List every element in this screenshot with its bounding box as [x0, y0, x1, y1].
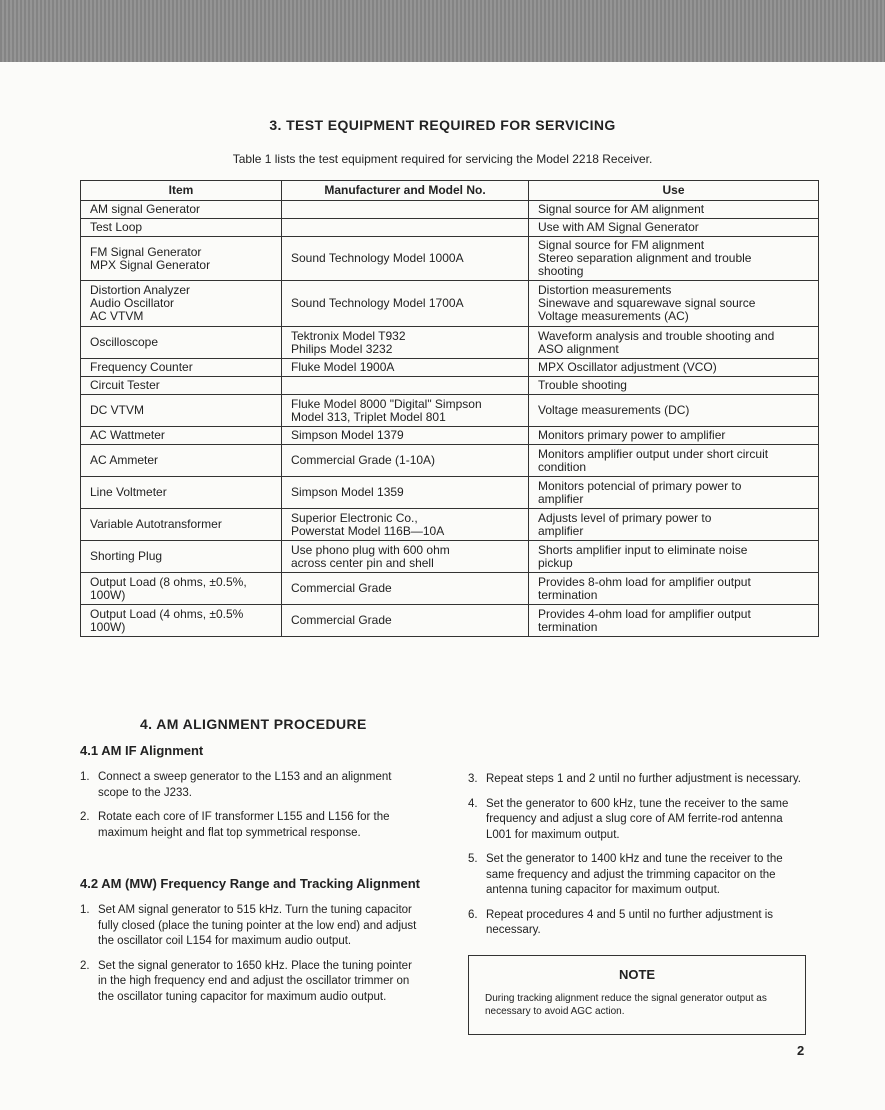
header-manufacturer: Manufacturer and Model No. — [282, 181, 529, 201]
note-title: NOTE — [618, 967, 656, 982]
cell-item: Output Load (8 ohms, ±0.5%, 100W) — [81, 573, 282, 605]
table-row — [81, 219, 819, 237]
cell-use: Signal source for AM alignment — [529, 201, 819, 219]
cell-item: Oscilloscope — [81, 327, 282, 359]
table-row — [81, 509, 819, 541]
table-row — [81, 327, 819, 359]
cell-manufacturer: Simpson Model 1359 — [282, 477, 529, 509]
step-text: Set the signal generator to 1650 kHz. Place the tuning pointer in the high frequency end and adjust the oscillator trimmer on the oscillator tuning capacitor for maximum audio output. — [98, 959, 412, 1003]
cell-manufacturer: Use phono plug with 600 ohm across center pin and shell — [282, 541, 529, 573]
header-item: Item — [81, 181, 282, 201]
step-number: 4. — [468, 797, 478, 810]
table-row — [81, 477, 819, 509]
cell-item: Shorting Plug — [81, 541, 282, 573]
cell-item: AC Wattmeter — [81, 427, 282, 445]
table-row — [81, 573, 819, 605]
cell-manufacturer — [282, 377, 529, 395]
cell-use: Use with AM Signal Generator — [529, 219, 819, 237]
cell-use: Monitors primary power to amplifier — [529, 427, 819, 445]
cell-use: Waveform analysis and trouble shooting and ASO alignment — [529, 327, 819, 359]
section-4-heading: 4. AM ALIGNMENT PROCEDURE — [140, 716, 367, 732]
cell-use: Trouble shooting — [529, 377, 819, 395]
list-item — [80, 959, 418, 1006]
cell-item: Line Voltmeter — [81, 477, 282, 509]
table-row — [81, 445, 819, 477]
cell-manufacturer: Sound Technology Model 1000A — [282, 237, 529, 281]
cell-use: Voltage measurements (DC) — [529, 395, 819, 427]
cell-manufacturer: Commercial Grade (1-10A) — [282, 445, 529, 477]
cell-use: Provides 8-ohm load for amplifier output termination — [529, 573, 819, 605]
step-number: 2. — [80, 959, 90, 972]
table-header-row — [81, 181, 819, 201]
step-text: Set the generator to 600 kHz, tune the receiver to the same frequency and adjust a slug core of AM ferrite-rod antenna L001 for maximum output. — [486, 797, 789, 841]
cell-item: Variable Autotransformer — [81, 509, 282, 541]
cell-manufacturer: Commercial Grade — [282, 573, 529, 605]
list-item — [80, 770, 418, 801]
cell-item: AC Ammeter — [81, 445, 282, 477]
step-text: Repeat steps 1 and 2 until no further adjustment is necessary. — [486, 773, 801, 785]
cell-item: DC VTVM — [81, 395, 282, 427]
cell-use: Provides 4-ohm load for amplifier output termination — [529, 605, 819, 637]
cell-use: Monitors amplifier output under short circuit condition — [529, 445, 819, 477]
step-text: Connect a sweep generator to the L153 and an alignment scope to the J233. — [98, 771, 392, 799]
step-number: 3. — [468, 773, 478, 785]
list-item — [468, 772, 808, 788]
test-equipment-table — [80, 180, 819, 637]
cell-item: Test Loop — [81, 219, 282, 237]
table-row — [81, 281, 819, 327]
step-number: 1. — [80, 904, 90, 916]
scanned-header-bar — [0, 0, 885, 62]
cell-manufacturer: Sound Technology Model 1700A — [282, 281, 529, 327]
step-text: Repeat procedures 4 and 5 until no further adjustment is necessary. — [486, 908, 774, 936]
table-row — [81, 605, 819, 637]
header-use: Use — [529, 181, 819, 201]
cell-use: Shorts amplifier input to eliminate noise pickup — [529, 541, 819, 573]
step-number: 2. — [80, 811, 90, 823]
section-3-heading: 3. TEST EQUIPMENT REQUIRED FOR SERVICING — [269, 117, 616, 133]
cell-item: AM signal Generator — [81, 201, 282, 219]
note-text: During tracking alignment reduce the signal generator output as necessary to avoid AGC action. — [485, 993, 767, 1017]
cell-item: Distortion Analyzer Audio Oscillator AC VTVM — [81, 281, 282, 327]
cell-item: Output Load (4 ohms, ±0.5% 100W) — [81, 605, 282, 637]
cell-use: Signal source for FM alignment Stereo separation alignment and trouble shooting — [529, 237, 819, 281]
cell-manufacturer: Tektronix Model T932 Philips Model 3232 — [282, 327, 529, 359]
cell-manufacturer: Superior Electronic Co., Powerstat Model 116B—10A — [282, 509, 529, 541]
table-row — [81, 201, 819, 219]
list-item — [80, 903, 418, 950]
step-text: Rotate each core of IF transformer L155 and L156 for the maximum height and flat top symmetrical response. — [98, 811, 390, 839]
table-row — [81, 427, 819, 445]
step-number: 1. — [80, 771, 90, 783]
page-number: 2 — [797, 1043, 805, 1058]
cell-use: MPX Oscillator adjustment (VCO) — [529, 359, 819, 377]
list-item — [468, 797, 808, 844]
subsection-4-2-heading: 4.2 AM (MW) Frequency Range and Tracking Alignment — [80, 876, 420, 891]
cell-use: Monitors potencial of primary power to amplifier — [529, 477, 819, 509]
cell-manufacturer: Fluke Model 8000 "Digital" Simpson Model 313, Triplet Model 801 — [282, 395, 529, 427]
list-item — [468, 908, 808, 939]
cell-item: Frequency Counter — [81, 359, 282, 377]
cell-item: FM Signal Generator MPX Signal Generator — [81, 237, 282, 281]
list-item — [468, 852, 808, 899]
cell-use: Adjusts level of primary power to amplifier — [529, 509, 819, 541]
tracking-steps-list — [80, 903, 418, 1014]
step-text: Set the generator to 1400 kHz and tune the receiver to the same frequency and adjust the trimming capacitor on the antenna tuning capacitor for maximum output. — [486, 853, 783, 896]
cell-manufacturer: Commercial Grade — [282, 605, 529, 637]
step-text: Set AM signal generator to 515 kHz. Turn the tuning capacitor fully closed (place the tuning pointer at the low end) and adjust the oscillator coil L154 for maximum audio output. — [98, 904, 417, 947]
list-item — [80, 810, 418, 841]
right-column-steps-list — [468, 772, 808, 948]
subsection-4-1-heading: 4.1 AM IF Alignment — [80, 743, 204, 758]
table-row — [81, 541, 819, 573]
table-row — [81, 395, 819, 427]
table-intro-text: Table 1 lists the test equipment required for servicing the Model 2218 Receiver. — [232, 152, 653, 166]
note-box — [468, 955, 806, 1035]
table-row — [81, 359, 819, 377]
table-row — [81, 377, 819, 395]
cell-use: Distortion measurements Sinewave and squarewave signal source Voltage measurements (AC) — [529, 281, 819, 327]
cell-item: Circuit Tester — [81, 377, 282, 395]
cell-manufacturer: Simpson Model 1379 — [282, 427, 529, 445]
table-row — [81, 237, 819, 281]
am-if-steps-list — [80, 770, 418, 850]
cell-manufacturer — [282, 201, 529, 219]
step-number: 5. — [468, 853, 478, 865]
step-number: 6. — [468, 908, 478, 921]
cell-manufacturer: Fluke Model 1900A — [282, 359, 529, 377]
cell-manufacturer — [282, 219, 529, 237]
